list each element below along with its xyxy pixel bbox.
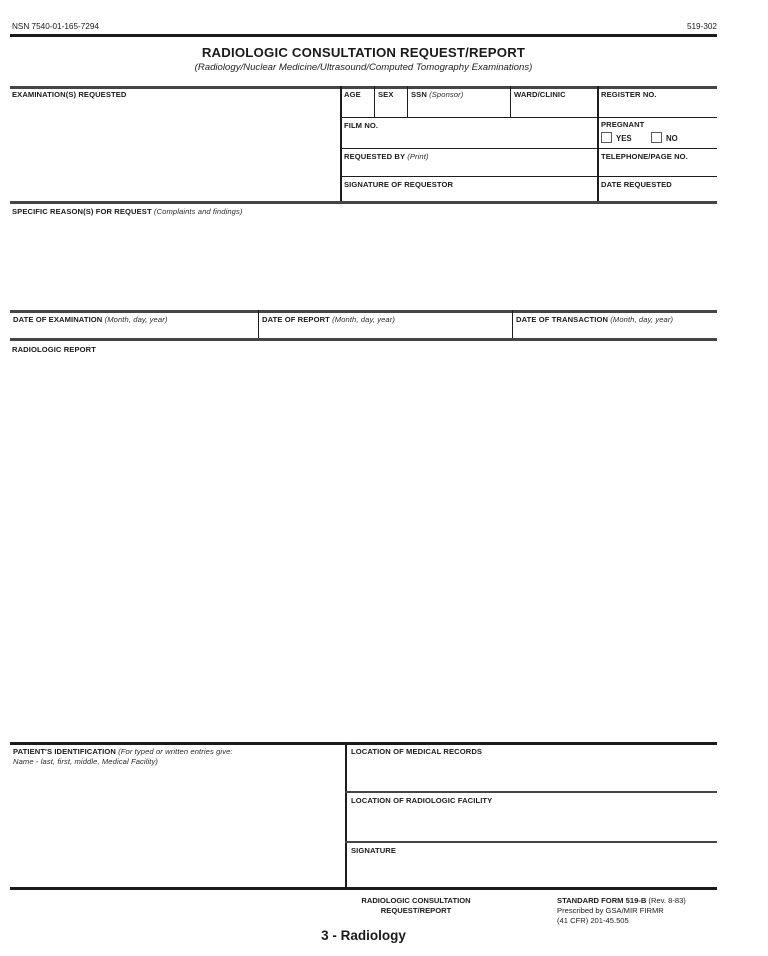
location-radiologic-facility-label: LOCATION OF RADIOLOGIC FACILITY [351,796,493,805]
examinations-requested-field[interactable] [10,100,338,200]
film-no-field[interactable] [341,131,596,147]
dates-table-bottom-border [10,338,717,341]
patient-identification-hint-line1: (For typed or written entries give: [118,747,233,756]
age-field[interactable] [341,100,373,116]
radiologic-report-label: RADIOLOGIC REPORT [12,345,96,354]
id-box-divider [345,742,347,888]
pregnant-yes-checkbox[interactable] [601,132,612,143]
row3-bottom-line [340,176,717,177]
patient-identification-hint-line2: Name - last, first, middle, Medical Facility) [13,757,159,766]
page-copy-tag: 3 - Radiology [321,928,406,943]
date-requested-field[interactable] [599,190,716,201]
date-of-report-field[interactable] [259,325,511,338]
film-no-label: FILM NO. [344,121,379,130]
id-box-top-border [10,742,717,745]
telephone-field[interactable] [599,162,716,175]
request-table-top-border [10,86,717,89]
pregnant-no-label: NO [666,134,678,143]
requested-by-label-text: REQUESTED BY [344,152,405,161]
standard-form-number: STANDARD FORM 519-B [557,896,647,905]
date-of-transaction-hint: (Month, day, year) [610,315,674,324]
signature-field[interactable] [348,857,717,885]
pregnant-no-checkbox[interactable] [651,132,662,143]
form-code: 519-302 [686,22,717,31]
footer-form-name [340,896,492,916]
request-table-bottom-border [10,201,717,204]
medical-records-bottom-line [345,791,717,793]
date-requested-label: DATE REQUESTED [601,180,672,189]
ssn-hint: (Sponsor) [429,90,464,99]
register-no-field[interactable] [599,100,716,116]
pregnant-label: PREGNANT [601,120,645,129]
date-of-examination-label [13,315,167,324]
telephone-label: TELEPHONE/PAGE NO. [601,152,688,161]
requested-by-label [344,152,429,161]
ward-clinic-field[interactable] [511,100,596,116]
standard-form-revision: (Rev. 8-83) [646,896,686,905]
signature-label: SIGNATURE [351,846,397,855]
requested-by-field[interactable] [341,162,596,175]
pregnant-yes-label: YES [616,134,632,143]
date-of-report-label [262,315,395,324]
signature-of-requestor-label: SIGNATURE OF REQUESTOR [344,180,454,189]
id-box-bottom-border [10,887,717,890]
examinations-requested-label: EXAMINATION(S) REQUESTED [12,90,127,99]
footer-standard-form [557,896,727,926]
header-rule [10,34,717,37]
register-no-label: REGISTER NO. [601,90,657,99]
specific-reasons-hint: (Complaints and findings) [153,207,243,216]
row1-bottom-line [340,117,717,118]
location-medical-records-field[interactable] [348,758,717,789]
location-medical-records-label: LOCATION OF MEDICAL RECORDS [351,747,483,756]
location-radiologic-facility-field[interactable] [348,807,717,839]
dates-table-top-border [10,310,717,313]
date-of-examination-label-text: DATE OF EXAMINATION [13,315,103,324]
sex-field[interactable] [375,100,406,116]
ssn-field[interactable] [408,100,509,116]
date-of-report-hint: (Month, day, year) [332,315,395,324]
cfr-reference: (41 CFR) 201-45.505 [557,916,629,925]
date-of-examination-field[interactable] [10,325,256,338]
ssn-label [411,90,463,99]
specific-reasons-label [12,207,243,216]
form-subtitle: (Radiology/Nuclear Medicine/Ultrasound/Computed Tomography Examinations) [194,62,533,73]
requested-by-hint: (Print) [407,152,429,161]
nsn-number: NSN 7540-01-165-7294 [12,22,99,31]
specific-reasons-label-text: SPECIFIC REASON(S) FOR REQUEST [12,207,152,216]
footer-form-name-line1: RADIOLOGIC CONSULTATION [361,896,471,905]
signature-of-requestor-field[interactable] [341,190,596,201]
row2-bottom-line [340,148,717,149]
date-of-report-label-text: DATE OF REPORT [262,315,330,324]
footer-form-name-line2: REQUEST/REPORT [380,906,452,915]
ward-clinic-label: WARD/CLINIC [514,90,566,99]
patient-identification-label-text: PATIENT'S IDENTIFICATION [13,747,116,756]
patient-identification-label [13,747,338,767]
ssn-label-text: SSN [411,90,427,99]
radiologic-facility-bottom-line [345,841,717,843]
specific-reasons-field[interactable] [10,218,717,308]
patient-identification-field[interactable] [10,770,344,885]
form-title: RADIOLOGIC CONSULTATION REQUEST/REPORT [201,45,526,60]
date-of-examination-hint: (Month, day, year) [104,315,168,324]
date-of-transaction-label [516,315,673,324]
date-of-transaction-field[interactable] [513,325,717,338]
sex-label: SEX [378,90,394,99]
radiologic-report-field[interactable] [10,356,717,740]
age-label: AGE [344,90,361,99]
prescribed-by-text: Prescribed by GSA/MIR FIRMR [557,906,664,915]
date-of-transaction-label-text: DATE OF TRANSACTION [516,315,609,324]
